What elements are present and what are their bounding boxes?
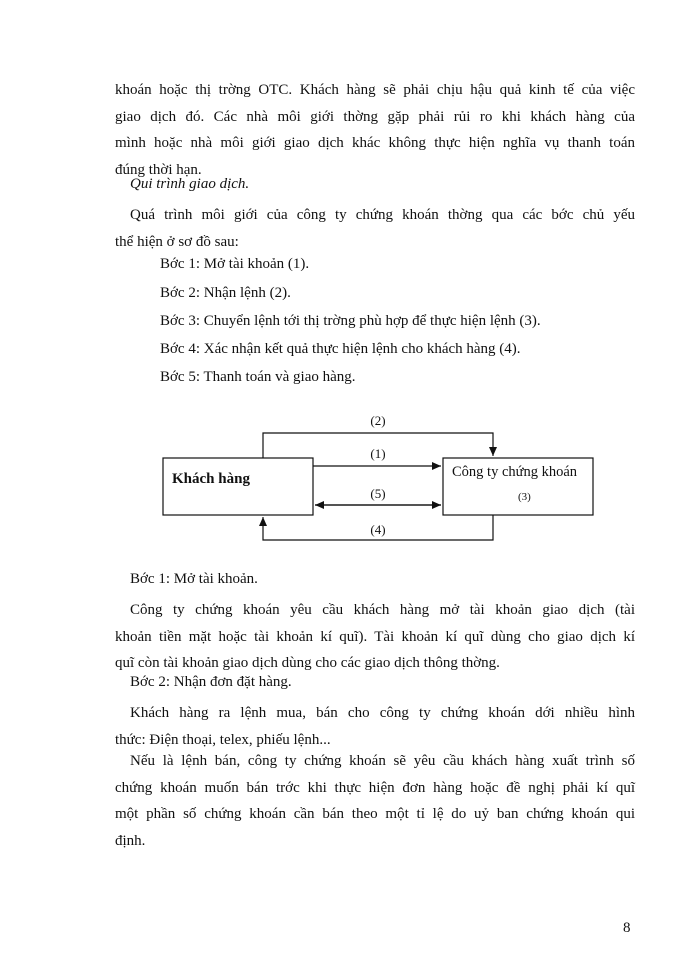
step-item: Bớc 2: Nhận lệnh (2). xyxy=(160,285,291,301)
paragraph-order-methods xyxy=(115,700,635,753)
text-line: Nếu là lệnh bán, công ty chứng khoán sẽ yêu cầu khách hàng xuất trình số xyxy=(130,753,635,769)
text-line: chứng khoán muốn bán trớc khi thực hiện đơn hàng hoặc đề nghị phải kí quĩ xyxy=(115,779,635,796)
paragraph-process-intro xyxy=(115,202,635,255)
customer-label: Khách hàng xyxy=(172,471,250,487)
arrow-label-settlement: (5) xyxy=(370,486,386,501)
paragraph-open-account xyxy=(115,597,635,677)
text-line: mình hoặc nhà môi giới giao dịch khác không thực hiện nghĩa vụ thanh toán xyxy=(115,135,635,151)
text-line: định. xyxy=(115,832,146,849)
text-line: khoán hoặc thị trờng OTC. Khách hàng sẽ phải chịu hậu quả kinh tế của việc xyxy=(115,82,635,98)
step-item: Bớc 3: Chuyển lệnh tới thị trờng phù hợp để thực hiện lệnh (3). xyxy=(160,313,541,329)
text-line: một phần số chứng khoán cần bán theo một tỉ lệ do uỷ ban chứng khoán qui xyxy=(115,806,635,822)
section-heading-process: Qui trình giao dịch. xyxy=(130,176,250,192)
process-diagram xyxy=(150,405,620,565)
page-number: 8 xyxy=(623,920,631,936)
text-line: thức: Điện thoại, telex, phiếu lệnh... xyxy=(115,731,331,748)
paragraph-sell-order xyxy=(115,748,635,854)
arrow-label-confirmation: (4) xyxy=(370,522,386,537)
step-item: Bớc 5: Thanh toán và giao hàng. xyxy=(160,369,356,385)
arrow-label-order: (2) xyxy=(370,413,386,428)
step-item: Bớc 4: Xác nhận kết quả thực hiện lệnh cho khách hàng (4). xyxy=(160,341,521,357)
text-line: Khách hàng ra lệnh mua, bán cho công ty chứng khoán dới nhiều hình xyxy=(130,705,635,721)
text-line: khoản tiền mặt hoặc tài khoản kí quĩ). Tài khoản kí quĩ dùng cho giao dịch kí xyxy=(115,628,635,645)
step1-heading: Bớc 1: Mở tài khoản. xyxy=(130,571,258,587)
arrow-label-open-account: (1) xyxy=(370,446,386,461)
text-line: Quá trình môi giới của công ty chứng khoán thờng qua các bớc chủ yếu xyxy=(130,207,635,223)
text-line: thể hiện ở sơ đồ sau: xyxy=(115,233,239,250)
step-item: Bớc 1: Mở tài khoản (1). xyxy=(160,256,310,272)
text-line: Công ty chứng khoán yêu cầu khách hàng mở tài khoản giao dịch (tài xyxy=(130,602,635,618)
step2-heading: Bớc 2: Nhận đơn đặt hàng. xyxy=(130,674,292,690)
text-line: đúng thời hạn. xyxy=(115,161,202,178)
securities-company-label: Công ty chứng khoán xyxy=(452,464,578,480)
paragraph-risk xyxy=(115,77,635,183)
text-line: quĩ còn tài khoản giao dịch dùng cho các giao dịch thông thờng. xyxy=(115,655,500,671)
text-line: giao dịch đó. Các nhà môi giới thờng gặp phải rủi ro khi khách hàng của xyxy=(115,108,635,125)
securities-company-step: (3) xyxy=(518,491,531,503)
